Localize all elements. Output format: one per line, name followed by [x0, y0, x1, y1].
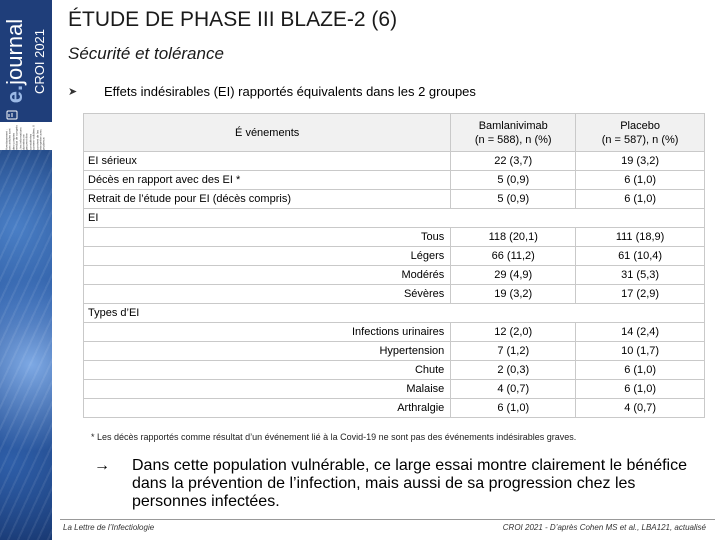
table-row [84, 171, 705, 190]
results-table [83, 113, 705, 418]
table-row [84, 190, 705, 209]
brand-prefix: e. [2, 84, 27, 104]
cell-placebo: 6 (1,0) [576, 190, 705, 209]
header-bamlanivimab: Bamlanivimab (n = 588), n (%) [451, 114, 576, 152]
row-label: Légers [84, 247, 451, 266]
row-label: Chute [84, 361, 451, 380]
arrow-right-icon: → [94, 457, 110, 474]
cell-bamlanivimab: 29 (4,9) [451, 266, 576, 285]
conclusion-text: Dans cette population vulnérable, ce large essai montre clairement le bénéfice dans la prévention de l’infection, mais aussi de sa progression chez les personnes infectées. [132, 457, 687, 510]
table-row [84, 323, 705, 342]
cell-bamlanivimab: 7 (1,2) [451, 342, 576, 361]
header-events: É vénements [84, 114, 451, 152]
table-row [84, 152, 705, 171]
bullet-arrow-icon: ➤ [68, 86, 78, 98]
table-row [84, 228, 705, 247]
page-subtitle: Sécurité et tolérance [68, 44, 224, 63]
section-row-ei: EI [84, 209, 705, 228]
table-row [84, 399, 705, 418]
footnote: * Les décès rapportés comme résultat d’un événement lié à la Covid-19 ne sont pas des événements indésirables graves. [91, 432, 577, 442]
cell-placebo: 6 (1,0) [576, 361, 705, 380]
cell-bamlanivimab: 118 (20,1) [451, 228, 576, 247]
table-row [84, 266, 705, 285]
cell-placebo: 111 (18,9) [576, 228, 705, 247]
row-label: Infections urinaires [84, 323, 451, 342]
cell-placebo: 19 (3,2) [576, 152, 705, 171]
cell-bamlanivimab: 66 (11,2) [451, 247, 576, 266]
brand-banner [0, 0, 52, 122]
row-label: Tous [84, 228, 451, 247]
cell-placebo: 61 (10,4) [576, 247, 705, 266]
bullet-point [68, 84, 476, 99]
conclusion [94, 457, 694, 511]
cell-placebo: 6 (1,0) [576, 380, 705, 399]
cell-placebo: 10 (1,7) [576, 342, 705, 361]
footer-journal: La Lettre de l’Infectiologie [63, 523, 155, 532]
row-label: Retrait de l’étude pour EI (décès compris) [84, 190, 451, 209]
row-label: Hypertension [84, 342, 451, 361]
sidebar [0, 0, 52, 540]
section-row-types: Types d’EI [84, 304, 705, 323]
bullet-text: Effets indésirables (EI) rapportés équivalents dans les 2 groupes [104, 84, 476, 99]
table-row [84, 361, 705, 380]
row-label: Arthralgie [84, 399, 451, 418]
table-row [84, 342, 705, 361]
conference-label: CROI 2021 [32, 28, 48, 94]
cell-placebo: 31 (5,3) [576, 266, 705, 285]
cell-bamlanivimab: 19 (3,2) [451, 285, 576, 304]
cell-placebo: 4 (0,7) [576, 399, 705, 418]
footer-divider [60, 519, 715, 520]
brand-name: journal [2, 18, 27, 85]
cell-bamlanivimab: 5 (0,9) [451, 190, 576, 209]
cell-placebo: 17 (2,9) [576, 285, 705, 304]
sidebar-decorative-image [0, 150, 52, 540]
table-header-row [84, 114, 705, 152]
disclaimer: Avertissement : ces articles sont des comptes rendus de congrès ; les informations données ne peuvent être considérées comme validées. Il convient de les interpréter avec prudence. [4, 125, 47, 150]
table-row [84, 285, 705, 304]
table-row [84, 247, 705, 266]
brand-logo [2, 6, 28, 116]
cell-placebo: 6 (1,0) [576, 171, 705, 190]
cell-bamlanivimab: 5 (0,9) [451, 171, 576, 190]
cell-bamlanivimab: 6 (1,0) [451, 399, 576, 418]
cell-bamlanivimab: 22 (3,7) [451, 152, 576, 171]
row-label: Malaise [84, 380, 451, 399]
footer-source: CROI 2021 - D’après Cohen MS et al., LBA121, actualisé [502, 523, 706, 532]
row-label: Décès en rapport avec des EI * [84, 171, 451, 190]
row-label: Modérés [84, 266, 451, 285]
page-title: ÉTUDE DE PHASE III BLAZE-2 (6) [68, 8, 398, 31]
row-label: Sévères [84, 285, 451, 304]
header-placebo: Placebo (n = 587), n (%) [576, 114, 705, 152]
tablet-icon [6, 110, 18, 120]
cell-bamlanivimab: 4 (0,7) [451, 380, 576, 399]
cell-bamlanivimab: 2 (0,3) [451, 361, 576, 380]
table-row [84, 380, 705, 399]
cell-bamlanivimab: 12 (2,0) [451, 323, 576, 342]
cell-placebo: 14 (2,4) [576, 323, 705, 342]
row-label: EI sérieux [84, 152, 451, 171]
